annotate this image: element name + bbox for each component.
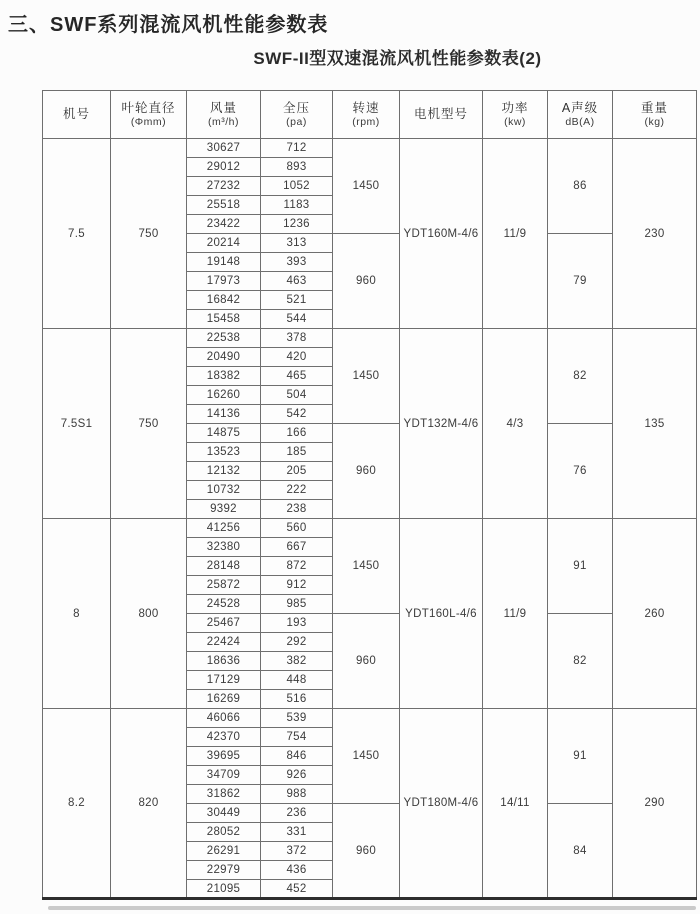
cell-sound-level: 82 bbox=[548, 329, 613, 424]
cell-total-pressure: 912 bbox=[261, 576, 333, 595]
cell-total-pressure: 667 bbox=[261, 538, 333, 557]
cell-machine-no: 7.5S1 bbox=[43, 329, 111, 519]
cell-air-volume: 31862 bbox=[187, 785, 261, 804]
cell-air-volume: 22424 bbox=[187, 633, 261, 652]
cell-total-pressure: 313 bbox=[261, 234, 333, 253]
cell-total-pressure: 893 bbox=[261, 158, 333, 177]
header-label: 功率 bbox=[501, 100, 529, 115]
cell-power: 4/3 bbox=[483, 329, 548, 519]
page-title: 三、SWF系列混流风机性能参数表 bbox=[8, 14, 329, 36]
cell-motor-model: YDT180M-4/6 bbox=[400, 709, 483, 899]
cell-air-volume: 15458 bbox=[187, 310, 261, 329]
cell-air-volume: 42370 bbox=[187, 728, 261, 747]
cell-total-pressure: 504 bbox=[261, 386, 333, 405]
cell-total-pressure: 193 bbox=[261, 614, 333, 633]
cell-total-pressure: 378 bbox=[261, 329, 333, 348]
cell-air-volume: 27232 bbox=[187, 177, 261, 196]
cell-total-pressure: 539 bbox=[261, 709, 333, 728]
cell-air-volume: 39695 bbox=[187, 747, 261, 766]
cell-impeller-diameter: 800 bbox=[111, 519, 187, 709]
header-label: A声级 bbox=[561, 100, 599, 115]
header-label: 机号 bbox=[62, 107, 90, 121]
header-label: 全压 bbox=[282, 100, 310, 115]
cell-total-pressure: 560 bbox=[261, 519, 333, 538]
col-header-weight bbox=[613, 91, 697, 139]
cell-air-volume: 24528 bbox=[187, 595, 261, 614]
table-row bbox=[43, 519, 697, 538]
cell-air-volume: 21095 bbox=[187, 880, 261, 899]
header-label: 叶轮直径 bbox=[121, 100, 176, 115]
cell-total-pressure: 985 bbox=[261, 595, 333, 614]
cell-air-volume: 16842 bbox=[187, 291, 261, 310]
cell-air-volume: 18382 bbox=[187, 367, 261, 386]
cell-air-volume: 18636 bbox=[187, 652, 261, 671]
cell-total-pressure: 542 bbox=[261, 405, 333, 424]
cell-speed: 960 bbox=[333, 804, 400, 899]
cell-air-volume: 25872 bbox=[187, 576, 261, 595]
cell-total-pressure: 1183 bbox=[261, 196, 333, 215]
cell-sound-level: 91 bbox=[548, 709, 613, 804]
cell-weight: 290 bbox=[613, 709, 697, 899]
cell-impeller-diameter: 750 bbox=[111, 139, 187, 329]
header-label: 电机型号 bbox=[413, 107, 468, 121]
cell-air-volume: 30627 bbox=[187, 139, 261, 158]
table-subtitle: SWF-II型双速混流风机性能参数表(2) bbox=[253, 49, 542, 68]
cell-sound-level: 76 bbox=[548, 424, 613, 519]
cell-total-pressure: 185 bbox=[261, 443, 333, 462]
cell-total-pressure: 1052 bbox=[261, 177, 333, 196]
table-row bbox=[43, 709, 697, 728]
cell-machine-no: 8.2 bbox=[43, 709, 111, 899]
cell-speed: 1450 bbox=[333, 139, 400, 234]
cell-power: 11/9 bbox=[483, 139, 548, 329]
cell-total-pressure: 452 bbox=[261, 880, 333, 899]
cell-weight: 230 bbox=[613, 139, 697, 329]
header-label: 重量 bbox=[640, 100, 668, 115]
header-unit: (m³/h) bbox=[208, 115, 239, 128]
fan-parameters-table bbox=[42, 90, 697, 900]
cell-air-volume: 19148 bbox=[187, 253, 261, 272]
cell-total-pressure: 754 bbox=[261, 728, 333, 747]
cell-air-volume: 14875 bbox=[187, 424, 261, 443]
cell-weight: 260 bbox=[613, 519, 697, 709]
header-unit: (Φmm) bbox=[130, 115, 167, 128]
cell-total-pressure: 712 bbox=[261, 139, 333, 158]
cell-air-volume: 28052 bbox=[187, 823, 261, 842]
col-header-speed bbox=[333, 91, 400, 139]
header-unit: (kw) bbox=[504, 115, 526, 128]
cell-total-pressure: 872 bbox=[261, 557, 333, 576]
header-unit: (rpm) bbox=[352, 115, 380, 128]
cell-speed: 1450 bbox=[333, 709, 400, 804]
cell-air-volume: 22979 bbox=[187, 861, 261, 880]
cell-air-volume: 23422 bbox=[187, 215, 261, 234]
cell-sound-level: 91 bbox=[548, 519, 613, 614]
cell-total-pressure: 926 bbox=[261, 766, 333, 785]
cell-air-volume: 32380 bbox=[187, 538, 261, 557]
table-header bbox=[43, 91, 697, 139]
cell-total-pressure: 372 bbox=[261, 842, 333, 861]
cell-motor-model: YDT160M-4/6 bbox=[400, 139, 483, 329]
cell-total-pressure: 382 bbox=[261, 652, 333, 671]
cell-total-pressure: 222 bbox=[261, 481, 333, 500]
cell-total-pressure: 238 bbox=[261, 500, 333, 519]
cell-machine-no: 8 bbox=[43, 519, 111, 709]
table-row bbox=[43, 139, 697, 158]
cell-total-pressure: 205 bbox=[261, 462, 333, 481]
cell-air-volume: 14136 bbox=[187, 405, 261, 424]
cell-speed: 1450 bbox=[333, 519, 400, 614]
cell-total-pressure: 465 bbox=[261, 367, 333, 386]
cell-impeller-diameter: 750 bbox=[111, 329, 187, 519]
cell-total-pressure: 166 bbox=[261, 424, 333, 443]
scan-shadow-line bbox=[48, 906, 696, 910]
header-row bbox=[43, 91, 697, 139]
cell-air-volume: 46066 bbox=[187, 709, 261, 728]
table-body bbox=[43, 139, 697, 899]
col-header-power bbox=[483, 91, 548, 139]
cell-total-pressure: 516 bbox=[261, 690, 333, 709]
cell-total-pressure: 988 bbox=[261, 785, 333, 804]
cell-air-volume: 34709 bbox=[187, 766, 261, 785]
cell-sound-level: 82 bbox=[548, 614, 613, 709]
cell-air-volume: 13523 bbox=[187, 443, 261, 462]
cell-air-volume: 30449 bbox=[187, 804, 261, 823]
cell-motor-model: YDT132M-4/6 bbox=[400, 329, 483, 519]
cell-motor-model: YDT160L-4/6 bbox=[400, 519, 483, 709]
cell-air-volume: 22538 bbox=[187, 329, 261, 348]
cell-speed: 960 bbox=[333, 614, 400, 709]
cell-air-volume: 29012 bbox=[187, 158, 261, 177]
cell-total-pressure: 1236 bbox=[261, 215, 333, 234]
cell-power: 14/11 bbox=[483, 709, 548, 899]
cell-total-pressure: 448 bbox=[261, 671, 333, 690]
cell-total-pressure: 463 bbox=[261, 272, 333, 291]
cell-air-volume: 10732 bbox=[187, 481, 261, 500]
cell-total-pressure: 544 bbox=[261, 310, 333, 329]
col-header-air-volume bbox=[187, 91, 261, 139]
cell-air-volume: 25467 bbox=[187, 614, 261, 633]
cell-air-volume: 17129 bbox=[187, 671, 261, 690]
cell-air-volume: 16260 bbox=[187, 386, 261, 405]
cell-sound-level: 84 bbox=[548, 804, 613, 899]
col-header-impeller-diameter bbox=[111, 91, 187, 139]
cell-sound-level: 86 bbox=[548, 139, 613, 234]
cell-air-volume: 25518 bbox=[187, 196, 261, 215]
cell-air-volume: 20214 bbox=[187, 234, 261, 253]
cell-air-volume: 17973 bbox=[187, 272, 261, 291]
cell-total-pressure: 393 bbox=[261, 253, 333, 272]
header-unit: (kg) bbox=[644, 115, 665, 128]
col-header-sound-level bbox=[548, 91, 613, 139]
cell-weight: 135 bbox=[613, 329, 697, 519]
cell-sound-level: 79 bbox=[548, 234, 613, 329]
cell-total-pressure: 331 bbox=[261, 823, 333, 842]
cell-air-volume: 12132 bbox=[187, 462, 261, 481]
cell-air-volume: 28148 bbox=[187, 557, 261, 576]
cell-air-volume: 41256 bbox=[187, 519, 261, 538]
cell-total-pressure: 436 bbox=[261, 861, 333, 880]
cell-air-volume: 16269 bbox=[187, 690, 261, 709]
header-label: 转速 bbox=[352, 100, 380, 115]
cell-air-volume: 20490 bbox=[187, 348, 261, 367]
cell-total-pressure: 292 bbox=[261, 633, 333, 652]
cell-impeller-diameter: 820 bbox=[111, 709, 187, 899]
cell-machine-no: 7.5 bbox=[43, 139, 111, 329]
header-unit: dB(A) bbox=[565, 115, 595, 128]
cell-speed: 960 bbox=[333, 234, 400, 329]
cell-total-pressure: 846 bbox=[261, 747, 333, 766]
header-label: 风量 bbox=[209, 100, 237, 115]
cell-total-pressure: 236 bbox=[261, 804, 333, 823]
col-header-total-pressure bbox=[261, 91, 333, 139]
col-header-machine-no bbox=[43, 91, 111, 139]
cell-air-volume: 26291 bbox=[187, 842, 261, 861]
cell-total-pressure: 420 bbox=[261, 348, 333, 367]
col-header-motor-model bbox=[400, 91, 483, 139]
cell-power: 11/9 bbox=[483, 519, 548, 709]
cell-speed: 1450 bbox=[333, 329, 400, 424]
cell-air-volume: 9392 bbox=[187, 500, 261, 519]
table-row bbox=[43, 329, 697, 348]
header-unit: (pa) bbox=[286, 115, 307, 128]
cell-total-pressure: 521 bbox=[261, 291, 333, 310]
cell-speed: 960 bbox=[333, 424, 400, 519]
